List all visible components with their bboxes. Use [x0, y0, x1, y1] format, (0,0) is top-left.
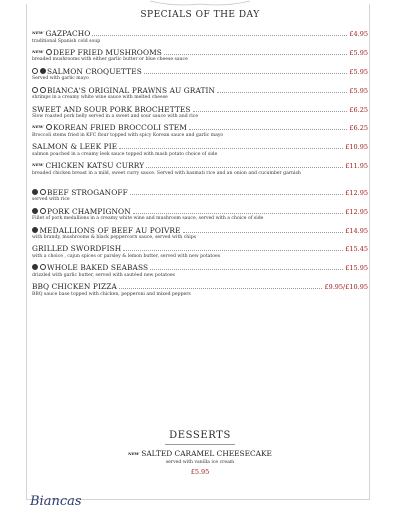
dietary-badge-icon	[46, 49, 52, 55]
menu-item-description: drizzled with garlic butter, served with sautéed new potatoes	[32, 272, 175, 278]
menu-item-description: breaded chicken breast in a mild, sweet curry sauce. Served with basmati rice and an onion and cucumber garnish	[32, 170, 301, 176]
menu-item-price: £12.95	[345, 207, 368, 216]
dietary-badge-icon	[32, 264, 38, 270]
menu-item-price: £6.25	[349, 105, 368, 114]
dot-leader	[119, 287, 323, 289]
menu-item-name	[32, 282, 117, 291]
menu-item-name	[32, 188, 128, 197]
menu-item	[32, 261, 368, 280]
dietary-badge-icon	[32, 208, 38, 214]
dietary-badge-icon	[40, 208, 46, 214]
desserts-divider	[165, 444, 235, 445]
dot-leader	[92, 34, 347, 36]
new-badge-icon: NEW	[128, 451, 140, 456]
dietary-badge-icon	[32, 227, 38, 233]
menu-item-description: traditional Spanish cold soup	[32, 38, 101, 44]
menu-item-name	[32, 161, 144, 170]
new-badge-icon: NEW	[32, 30, 44, 35]
menu-item-description: Slow roasted pork belly served in a sweet and sour sauce with and rice	[32, 114, 199, 120]
menu-item	[32, 280, 368, 299]
menu-item-price: £11.95	[345, 162, 368, 171]
menu-item-name-text: SWEET AND SOUR PORK BROCHETTES	[32, 104, 191, 114]
menu-item-description: shrimps in a creamy white wine sauce with melted cheese	[32, 95, 168, 101]
menu-item-name-text: BIANCA'S ORIGINAL PRAWNS AU GRATIN	[47, 85, 216, 95]
menu-item-description: breaded mushrooms with either garlic butter or blue cheese sauce	[32, 57, 188, 63]
dot-leader	[133, 212, 343, 214]
dot-leader	[189, 128, 347, 130]
new-badge-icon: NEW	[32, 124, 44, 130]
desserts-title: DESSERTS	[169, 430, 231, 441]
specials-title: SPECIALS OF THE DAY	[140, 10, 260, 20]
dietary-badge-icon	[40, 68, 46, 74]
header-ornament	[150, 0, 250, 8]
menu-item-name-text: GAZPACHO	[45, 29, 91, 38]
menu-item-name	[32, 67, 142, 76]
menu-item-name	[32, 207, 131, 216]
dot-leader	[144, 72, 348, 74]
menu-item-description: salmon poached in a creamy leek sauce topped with mash potato choice of side	[32, 151, 218, 157]
dot-leader	[193, 110, 348, 112]
menu-item-name	[32, 226, 181, 235]
menu-item-price: £15.95	[345, 264, 368, 273]
dietary-badge-icon	[32, 87, 38, 93]
dot-leader	[123, 249, 343, 251]
menu-item-name	[32, 123, 187, 132]
menu-item-price: £5.95	[349, 86, 368, 95]
dessert-name	[0, 449, 400, 458]
menu-item-name	[32, 244, 121, 253]
menu-item-description: BBQ sauce base topped with chicken, pepperoni and mixed peppers	[32, 291, 191, 297]
menu-item	[32, 159, 368, 186]
dot-leader	[119, 147, 343, 149]
biancas-logo: Biancas	[30, 494, 82, 509]
menu-item-name-text: SALMON CROQUETTES	[47, 66, 142, 76]
menu-item	[32, 27, 368, 46]
dietary-badge-icon	[40, 189, 46, 195]
menu-item-price: £10.95	[345, 143, 368, 152]
menu-item-description: Served with garlic mayo	[32, 76, 89, 82]
menu-item	[32, 140, 368, 159]
menu-item	[32, 46, 368, 65]
menu-item-name-text: DEEP FRIED MUSHROOMS	[53, 47, 162, 57]
menu-item-name-text: GRILLED SWORDFISH	[32, 244, 122, 254]
menu-item-name	[32, 29, 90, 38]
menu-item-name	[32, 48, 162, 57]
dot-leader	[146, 166, 343, 168]
dessert-description: served with vanilla ice cream	[165, 460, 235, 465]
new-badge-icon: NEW	[32, 48, 44, 54]
menu-item-name-text: CHICKEN KATSU CURRY	[45, 161, 145, 171]
menu-item-price: £4.95	[349, 30, 368, 38]
menu-item-price: £15.45	[345, 245, 368, 254]
dot-leader	[130, 193, 343, 195]
menu-item-name	[32, 105, 191, 114]
menu-item-price: £5.95	[349, 48, 368, 57]
dessert-price: £5.95	[190, 468, 210, 476]
dot-leader	[217, 91, 347, 93]
menu-item-price: £9.95/£10.95	[324, 283, 368, 292]
menu-item	[32, 224, 368, 243]
dot-leader	[183, 231, 344, 233]
dietary-badge-icon	[32, 189, 38, 195]
menu-item-price: £6.25	[349, 124, 368, 133]
menu-item-name-text: WHOLE BAKED SEABASS	[47, 263, 149, 273]
menu-item-name	[32, 142, 117, 151]
menu-item-name-text: PORK CHAMPIGNON	[47, 206, 131, 216]
specials-list	[32, 27, 368, 299]
menu-item-name-text: BBQ CHICKEN PIZZA	[32, 282, 117, 292]
menu-item-description: with brandy, mushrooms & black peppercorn sauce, served with chips	[32, 235, 197, 241]
menu-item	[32, 84, 368, 103]
menu-item-description: Fillet of pork medallions in a creamy white wine and mushroom sauce, served with a choice of side	[32, 216, 264, 222]
menu-item-description: Broccoli stems fried in KFC flour topped with spicy Korean sauce and garlic mayo	[32, 132, 224, 138]
menu-item-name	[32, 86, 215, 95]
menu-item-name-text: SALMON & LEEK PIE	[32, 142, 118, 152]
menu-item-name-text: MEDALLIONS OF BEEF AU POIVRE	[39, 225, 181, 235]
dot-leader	[164, 53, 347, 55]
menu-item	[32, 205, 368, 224]
menu-item-name-text: BEEF STROGANOFF	[47, 187, 128, 197]
menu-item	[32, 186, 368, 205]
menu-item-description: served with rice	[32, 197, 70, 203]
menu-item	[32, 121, 368, 140]
menu-item	[32, 103, 368, 122]
dot-leader	[150, 268, 343, 270]
menu-item-price: £14.95	[345, 226, 368, 235]
new-badge-icon: NEW	[32, 162, 44, 168]
menu-item-description: with a choice , cajun spices or parsley & lemon butter, served with new potatoes	[32, 253, 221, 259]
menu-item	[32, 65, 368, 84]
menu-item-price: £12.95	[345, 188, 368, 197]
dessert-name-text: SALTED CARAMEL CHEESECAKE	[141, 449, 272, 458]
dietary-badge-icon	[40, 264, 46, 270]
dietary-badge-icon	[46, 124, 52, 130]
menu-item-price: £5.95	[349, 67, 368, 76]
menu-item-name-text: KOREAN FRIED BROCCOLI STEM	[53, 123, 187, 133]
dietary-badge-icon	[40, 87, 46, 93]
menu-item	[32, 242, 368, 261]
menu-item-name	[32, 263, 148, 272]
dietary-badge-icon	[32, 68, 38, 74]
